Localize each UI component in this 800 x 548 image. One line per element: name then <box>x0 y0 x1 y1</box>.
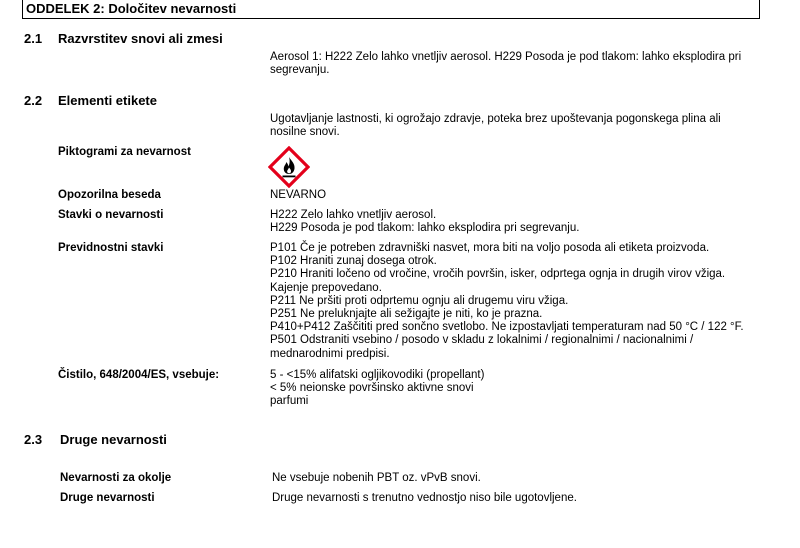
section-2-1-number: 2.1 <box>24 31 43 46</box>
hazard-statements-list: H222 Zelo lahko vnetljiv aerosol. H229 Posoda je pod tlakom: lahko eksplodira pri segrevanju. <box>270 209 580 235</box>
detergent-contents-list: 5 - <15% alifatski ogljikovodiki (propellant) < 5% neionske površinsko aktivne snovi parfumi <box>270 369 485 408</box>
label-elements-intro: Ugotavljanje lastnosti, ki ogrožajo zdravje, poteka brez upoštevanja pogonskega plina ali nosilne snovi. <box>270 113 721 139</box>
signal-word-label: Opozorilna beseda <box>58 189 161 201</box>
section-2-2-number: 2.2 <box>24 93 43 108</box>
environmental-hazards-value: Ne vsebuje nobenih PBT oz. vPvB snovi. <box>272 472 481 484</box>
section-header-title: ODDELEK 2: Določitev nevarnosti <box>26 1 237 16</box>
environmental-hazards-label: Nevarnosti za okolje <box>60 472 172 484</box>
detergent-contents-label: Čistilo, 648/2004/ES, vsebuje: <box>58 369 220 381</box>
hazard-statements-label: Stavki o nevarnosti <box>58 209 164 221</box>
precautionary-statements-list: P101 Če je potreben zdravniški nasvet, mora biti na voljo posoda ali etiketa proizvoda. P102 Hraniti zunaj dosega otrok. P210 Hraniti ločeno od vročine, vročih površin, isker, odprtega ognja in drugih virov vžiga. Kajenje prepovedano. P211 Ne pršiti proti odprtemu ognju ali drugemu viru vžiga. P251 Ne preluknjajte ali sežigajte je niti, ko je prazna. P410+P412 Zaščititi pred sončno svetlobo. Ne izpostavljati temperaturam nad 50 °C / 122 °F. P501 Odstraniti vsebino / posodo v skladu z lokalnimi / regionalnimi / nacionalnimi / mednarodnimi predpisi. <box>270 242 744 360</box>
section-2-3-number: 2.3 <box>24 432 43 447</box>
other-hazards-label: Druge nevarnosti <box>60 492 155 504</box>
section-2-2-title: Elementi etikete <box>58 93 157 108</box>
section-2-3-title: Druge nevarnosti <box>60 432 167 447</box>
precautionary-statements-label: Previdnostni stavki <box>58 242 164 254</box>
other-hazards-value: Druge nevarnosti s trenutno vednostjo niso bile ugotovljene. <box>272 492 577 504</box>
flame-icon <box>268 146 310 188</box>
classification-text: Aerosol 1: H222 Zelo lahko vnetljiv aerosol. H229 Posoda je pod tlakom: lahko eksplodira pri segrevanju. <box>270 51 742 77</box>
pictograms-label: Piktogrami za nevarnost <box>58 146 191 158</box>
signal-word-value: NEVARNO <box>270 189 327 201</box>
section-2-1-title: Razvrstitev snovi ali zmesi <box>58 31 223 46</box>
